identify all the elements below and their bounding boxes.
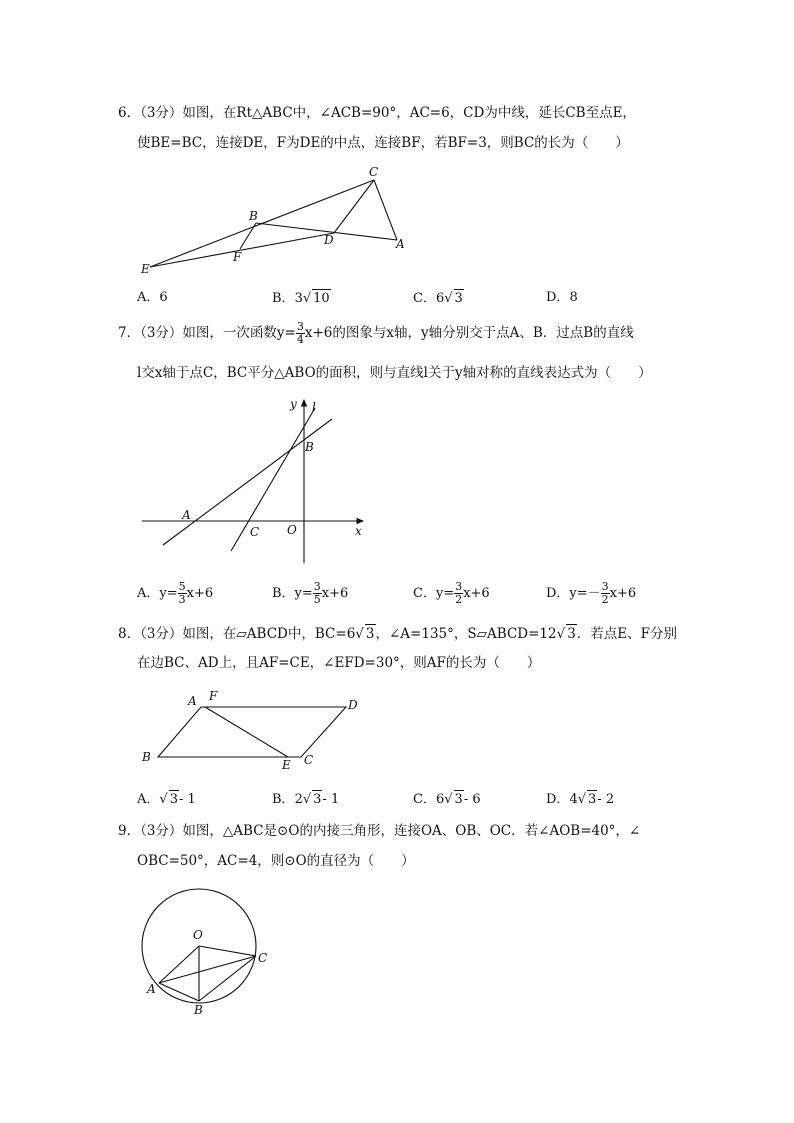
q7-option-b[interactable]: B．y= $\frac{3}{5}$ x+6 (272, 580, 349, 606)
q8-option-d[interactable]: D．4√ 3- 2 (546, 792, 615, 807)
line-l (231, 408, 315, 551)
q7-stem-line1: 7．（3分）如图，一次函数y= $\frac{3}{4}$ x+6的图象与x轴，y轴分别交于点A、B．过点B的直线 (118, 320, 634, 346)
line-ED (150, 233, 334, 267)
q8-label-d: D (348, 698, 358, 712)
q8-option-c[interactable]: C．6√ 3- 6 (413, 792, 481, 807)
q8-stem-line1: 8．（3分）如图，在▱ABCD中，BC=6√ 3，∠A=135°，S▱ABCD=12√ 3．若点E、F分别 (118, 626, 678, 642)
q6-label-f: F (233, 250, 242, 264)
q8-label-e: E (282, 758, 291, 772)
q7-label-a: A (182, 508, 191, 522)
line-OC (199, 946, 256, 956)
q7-label-b: B (305, 440, 314, 454)
q8-label-c: C (304, 753, 314, 767)
q7-option-c[interactable]: C．y= $\frac{3}{2}$ x+6 (413, 580, 490, 606)
q6-label-b: B (249, 209, 258, 223)
q6-label-d: D (324, 233, 334, 247)
q7-label-o: O (287, 523, 297, 537)
q7-stem-line2: l交x轴于点C，BC平分△ABO的面积，则与直线l关于y轴对称的直线表达式为（ ） (137, 365, 652, 381)
q7-label-y: y (290, 397, 297, 411)
q8-label-f: F (209, 689, 218, 703)
q9-stem-line2: OBC=50°，AC=4，则⊙O的直径为（ ） (137, 853, 415, 869)
q6-label-c: C (369, 165, 379, 179)
q8-stem-line2: 在边BC、AD上，且AF=CE，∠EFD=30°，则AF的长为（ ） (137, 655, 541, 671)
q8-figure (130, 685, 380, 775)
q6-option-c[interactable]: C．6√ 3 (413, 291, 463, 306)
q8-label-b: B (142, 750, 151, 764)
line-CA (374, 180, 397, 240)
q8-option-b[interactable]: B．2√ 3- 1 (272, 792, 340, 807)
q6-figure (130, 160, 420, 280)
q6-option-a[interactable]: A．6 (137, 290, 168, 305)
q7-stem-fraction: $\frac{3}{4}$ (296, 320, 304, 346)
q7-label-c: C (250, 525, 260, 539)
q9-label-c: C (258, 951, 268, 965)
line-BF (240, 223, 256, 249)
q6-label-a: A (396, 237, 405, 251)
q7-label-x: x (355, 524, 362, 538)
q7-option-d[interactable]: D．y=－ $\frac{3}{2}$ x+6 (546, 580, 637, 606)
line-BC (199, 956, 256, 1001)
q9-figure (130, 880, 280, 1020)
q9-label-o: O (193, 928, 203, 942)
q9-label-a: A (147, 982, 156, 996)
q8-label-a: A (188, 694, 197, 708)
q8-option-a[interactable]: A．√ 3- 1 (137, 792, 196, 807)
q6-stem-line1: 6．（3分）如图，在Rt△ABC中，∠ACB=90°，AC=6，CD为中线，延长CB至点E， (118, 105, 636, 121)
q6-option-b[interactable]: B．3√ 10 (272, 291, 330, 306)
q6-label-e: E (141, 262, 150, 276)
q7-figure (130, 390, 380, 570)
q6-option-d[interactable]: D．8 (546, 290, 578, 305)
q7-label-l: l (312, 400, 316, 414)
q9-label-b: B (194, 1003, 203, 1017)
q9-stem-line1: 9．（3分）如图，△ABC是⊙O的内接三角形，连接OA、OB、OC．若∠AOB=40°，∠ (118, 823, 641, 839)
q6-stem-line2: 使BE=BC，连接DE，F为DE的中点，连接BF，若BF=3，则BC的长为（ ） (137, 135, 629, 151)
line-FE (205, 707, 288, 757)
parallelogram-ABCD (158, 707, 346, 757)
line-AB (163, 419, 332, 545)
q7-option-a[interactable]: A．y= $\frac{5}{3}$ x+6 (137, 580, 214, 606)
